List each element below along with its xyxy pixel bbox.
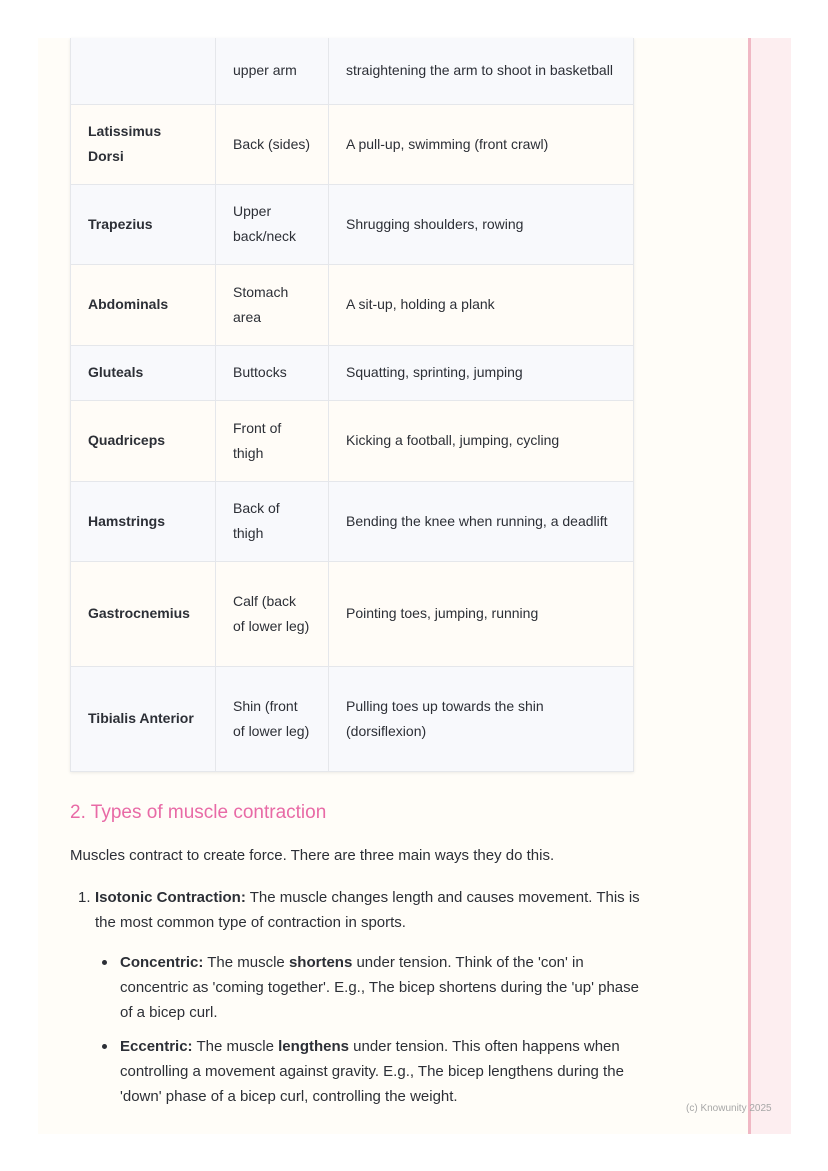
table-row — [71, 561, 634, 666]
sport-example: Pulling toes up towards the shin (dorsiflexion) — [329, 666, 634, 771]
bullet-dot — [102, 960, 107, 965]
sport-example: A sit-up, holding a plank — [329, 264, 634, 345]
muscle-location: Back (sides) — [216, 104, 329, 184]
eccentric-emphasis: lengthens — [278, 1038, 349, 1055]
eccentric-text-b: under tension. This often happens when controlling a movement against gravity. E.g., The bicep lengthens during the 'down' phase of a bicep curl, controlling the weight. — [120, 1038, 624, 1105]
concentric-text-b: under tension. Think of the 'con' in concentric as 'coming together'. E.g., The bicep shortens during the 'up' phase of a bicep curl. — [120, 954, 639, 1021]
isotonic-sub-list — [95, 950, 640, 1109]
sport-example: A pull-up, swimming (front crawl) — [329, 104, 634, 184]
muscle-location: Upper back/neck — [216, 184, 329, 264]
muscle-name: Quadriceps — [71, 400, 216, 481]
bullet-dot — [102, 1044, 107, 1049]
sport-example: straightening the arm to shoot in basketball — [329, 38, 634, 104]
isotonic-item — [78, 885, 640, 935]
eccentric-item — [95, 1034, 640, 1109]
muscle-name: Hamstrings — [71, 481, 216, 561]
table-row — [71, 104, 634, 184]
muscle-name: Tibialis Anterior — [71, 666, 216, 771]
contraction-list — [78, 885, 640, 1118]
eccentric-term: Eccentric: — [120, 1038, 193, 1055]
sport-example: Kicking a football, jumping, cycling — [329, 400, 634, 481]
muscle-name: Gluteals — [71, 345, 216, 400]
margin-line — [748, 38, 751, 1134]
muscle-name: Trapezius — [71, 184, 216, 264]
table-row — [71, 345, 634, 400]
muscle-location: Back of thigh — [216, 481, 329, 561]
section-intro: Muscles contract to create force. There are three main ways they do this. — [70, 847, 555, 864]
muscle-location: Stomach area — [216, 264, 329, 345]
sport-example: Squatting, sprinting, jumping — [329, 345, 634, 400]
table-row — [71, 264, 634, 345]
muscle-location: Calf (back of lower leg) — [216, 561, 329, 666]
right-margin-strip — [748, 38, 791, 1134]
muscle-name: Latissimus Dorsi — [71, 104, 216, 184]
muscle-name: Gastrocnemius — [71, 561, 216, 666]
isotonic-term: Isotonic Contraction: — [95, 889, 246, 906]
isotonic-text: The muscle changes length and causes movement. This is the most common type of contraction in sports. — [95, 889, 640, 931]
item-number: 1. — [78, 889, 91, 906]
concentric-item — [95, 950, 640, 1025]
muscles-table — [70, 38, 634, 772]
muscle-location: Front of thigh — [216, 400, 329, 481]
section-title: 2. Types of muscle contraction — [70, 802, 327, 823]
table-row — [71, 481, 634, 561]
table-row — [71, 184, 634, 264]
muscle-name: Abdominals — [71, 264, 216, 345]
eccentric-text-a: The muscle — [192, 1038, 279, 1055]
muscle-location: Buttocks — [216, 345, 329, 400]
concentric-term: Concentric: — [120, 954, 204, 971]
table-row — [71, 400, 634, 481]
muscle-name — [71, 38, 216, 104]
sport-example: Shrugging shoulders, rowing — [329, 184, 634, 264]
concentric-text-a: The muscle — [203, 954, 289, 971]
table-row — [71, 666, 634, 771]
copyright-footer: (c) Knowunity 2025 — [686, 1103, 772, 1114]
concentric-emphasis: shortens — [288, 954, 353, 971]
muscle-location: upper arm — [216, 38, 329, 104]
table-row — [71, 38, 634, 104]
muscle-location: Shin (front of lower leg) — [216, 666, 329, 771]
sport-example: Pointing toes, jumping, running — [329, 561, 634, 666]
sport-example: Bending the knee when running, a deadlift — [329, 481, 634, 561]
